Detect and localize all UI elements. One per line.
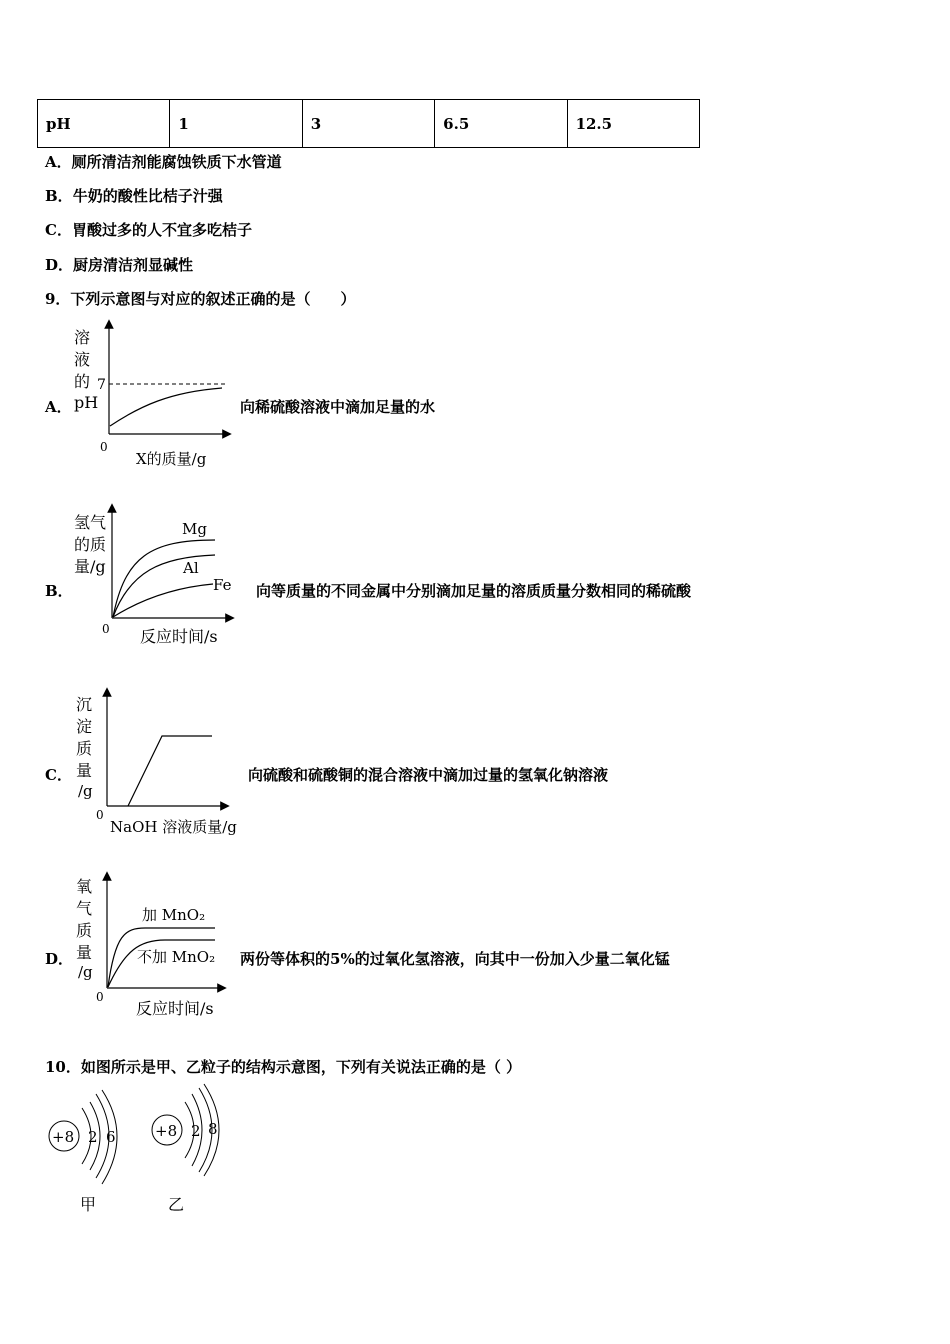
ph-curve bbox=[110, 388, 222, 426]
option-label: A． bbox=[45, 153, 72, 171]
shell-electrons: 2 bbox=[88, 1128, 98, 1146]
ylabel-line: 的质 bbox=[74, 535, 107, 554]
q9-option-a-desc: 向稀硫酸溶液中滴加足量的水 bbox=[240, 398, 436, 416]
precipitate-line bbox=[128, 736, 212, 806]
ylabel-line: /g bbox=[78, 963, 93, 981]
shell-electrons: 2 bbox=[191, 1122, 201, 1140]
series-label-al: Al bbox=[183, 559, 199, 577]
option-text: 牛奶的酸性比桔子汁强 bbox=[72, 187, 223, 205]
ylabel-line: 沉 bbox=[76, 695, 93, 714]
ylabel-line: pH bbox=[74, 393, 99, 412]
series-label-fe: Fe bbox=[213, 576, 232, 594]
option-text: 厕所清洁剂能腐蚀铁质下水管道 bbox=[71, 153, 282, 171]
mg-curve bbox=[113, 540, 215, 617]
particle-jia bbox=[49, 1090, 117, 1214]
question-10-stem: 10．如图所示是甲、乙粒子的结构示意图，下列有关说法正确的是（ ） bbox=[45, 1058, 522, 1076]
ylabel-line: 淀 bbox=[76, 717, 93, 736]
q9-graph-d bbox=[70, 870, 250, 1020]
ylabel-line: 气 bbox=[76, 899, 93, 918]
option-label: B． bbox=[45, 187, 73, 205]
shell-electrons: 6 bbox=[106, 1128, 116, 1146]
particle-name: 甲 bbox=[80, 1195, 97, 1214]
particle-name: 乙 bbox=[168, 1195, 185, 1214]
q9-graph-a bbox=[70, 318, 240, 473]
tick-label: 7 bbox=[97, 377, 106, 393]
option-label: D． bbox=[45, 256, 74, 274]
q8-option-b bbox=[45, 185, 223, 206]
option-label: C． bbox=[45, 221, 72, 239]
shell-electrons: 8 bbox=[208, 1120, 218, 1138]
x-axis-label: 反应时间/s bbox=[136, 999, 214, 1018]
table-cell: 6.5 bbox=[435, 100, 567, 148]
ylabel-line: 溶 bbox=[74, 328, 91, 347]
option-text: 胃酸过多的人不宜多吃桔子 bbox=[71, 221, 252, 239]
table-cell: 1 bbox=[170, 100, 302, 148]
q9-option-c-label: C． bbox=[45, 766, 72, 784]
ph-table bbox=[37, 99, 700, 148]
q9-graph-b bbox=[70, 502, 250, 652]
ylabel-line: 质 bbox=[76, 921, 93, 940]
x-axis-label: NaOH 溶液质量/g bbox=[110, 818, 237, 836]
q9-option-a-label: A． bbox=[45, 398, 72, 416]
q9-option-b-desc: 向等质量的不同金属中分别滴加足量的溶质质量分数相同的稀硫酸 bbox=[256, 582, 692, 600]
question-9-stem: 9．下列示意图与对应的叙述正确的是（ ） bbox=[45, 290, 356, 308]
origin-label: 0 bbox=[96, 808, 104, 822]
table-cell: 3 bbox=[302, 100, 434, 148]
ylabel-line: 质 bbox=[76, 739, 93, 758]
series-label-mg: Mg bbox=[182, 520, 207, 538]
q9-graph-c bbox=[70, 686, 250, 841]
q9-option-b-label: B． bbox=[45, 582, 73, 600]
table-row bbox=[38, 100, 700, 148]
x-axis-label: 反应时间/s bbox=[140, 627, 218, 646]
q8-option-d bbox=[45, 254, 193, 275]
ylabel-line: 量/g bbox=[74, 557, 106, 576]
series-label-without-mno2: 不加 MnO₂ bbox=[137, 948, 216, 966]
nucleus-charge: +8 bbox=[155, 1122, 178, 1140]
origin-label: 0 bbox=[102, 622, 110, 636]
table-cell: 12.5 bbox=[567, 100, 699, 148]
x-axis-label: X的质量/g bbox=[136, 450, 207, 468]
ylabel-line: 氢气 bbox=[74, 513, 107, 532]
ylabel-line: /g bbox=[78, 782, 93, 800]
table-cell: pH bbox=[38, 100, 170, 148]
option-text: 厨房清洁剂显碱性 bbox=[73, 256, 194, 274]
q9-option-d-label: D． bbox=[45, 950, 74, 968]
q8-option-c bbox=[45, 219, 252, 240]
origin-label: 0 bbox=[100, 440, 108, 454]
nucleus-charge: +8 bbox=[52, 1128, 75, 1146]
ylabel-line: 的 bbox=[74, 372, 91, 391]
particle-yi bbox=[152, 1084, 219, 1214]
ylabel-line: 量 bbox=[76, 943, 93, 962]
q8-option-a bbox=[45, 151, 282, 172]
ylabel-line: 液 bbox=[74, 350, 91, 369]
particle-diagrams bbox=[40, 1088, 240, 1228]
ylabel-line: 氧 bbox=[76, 877, 93, 896]
series-label-with-mno2: 加 MnO₂ bbox=[142, 906, 206, 924]
origin-label: 0 bbox=[96, 990, 104, 1004]
q9-option-c-desc: 向硫酸和硫酸铜的混合溶液中滴加过量的氢氧化钠溶液 bbox=[248, 766, 609, 784]
q9-option-d-desc: 两份等体积的5%的过氧化氢溶液，向其中一份加入少量二氧化锰 bbox=[240, 950, 670, 968]
ylabel-line: 量 bbox=[76, 761, 93, 780]
